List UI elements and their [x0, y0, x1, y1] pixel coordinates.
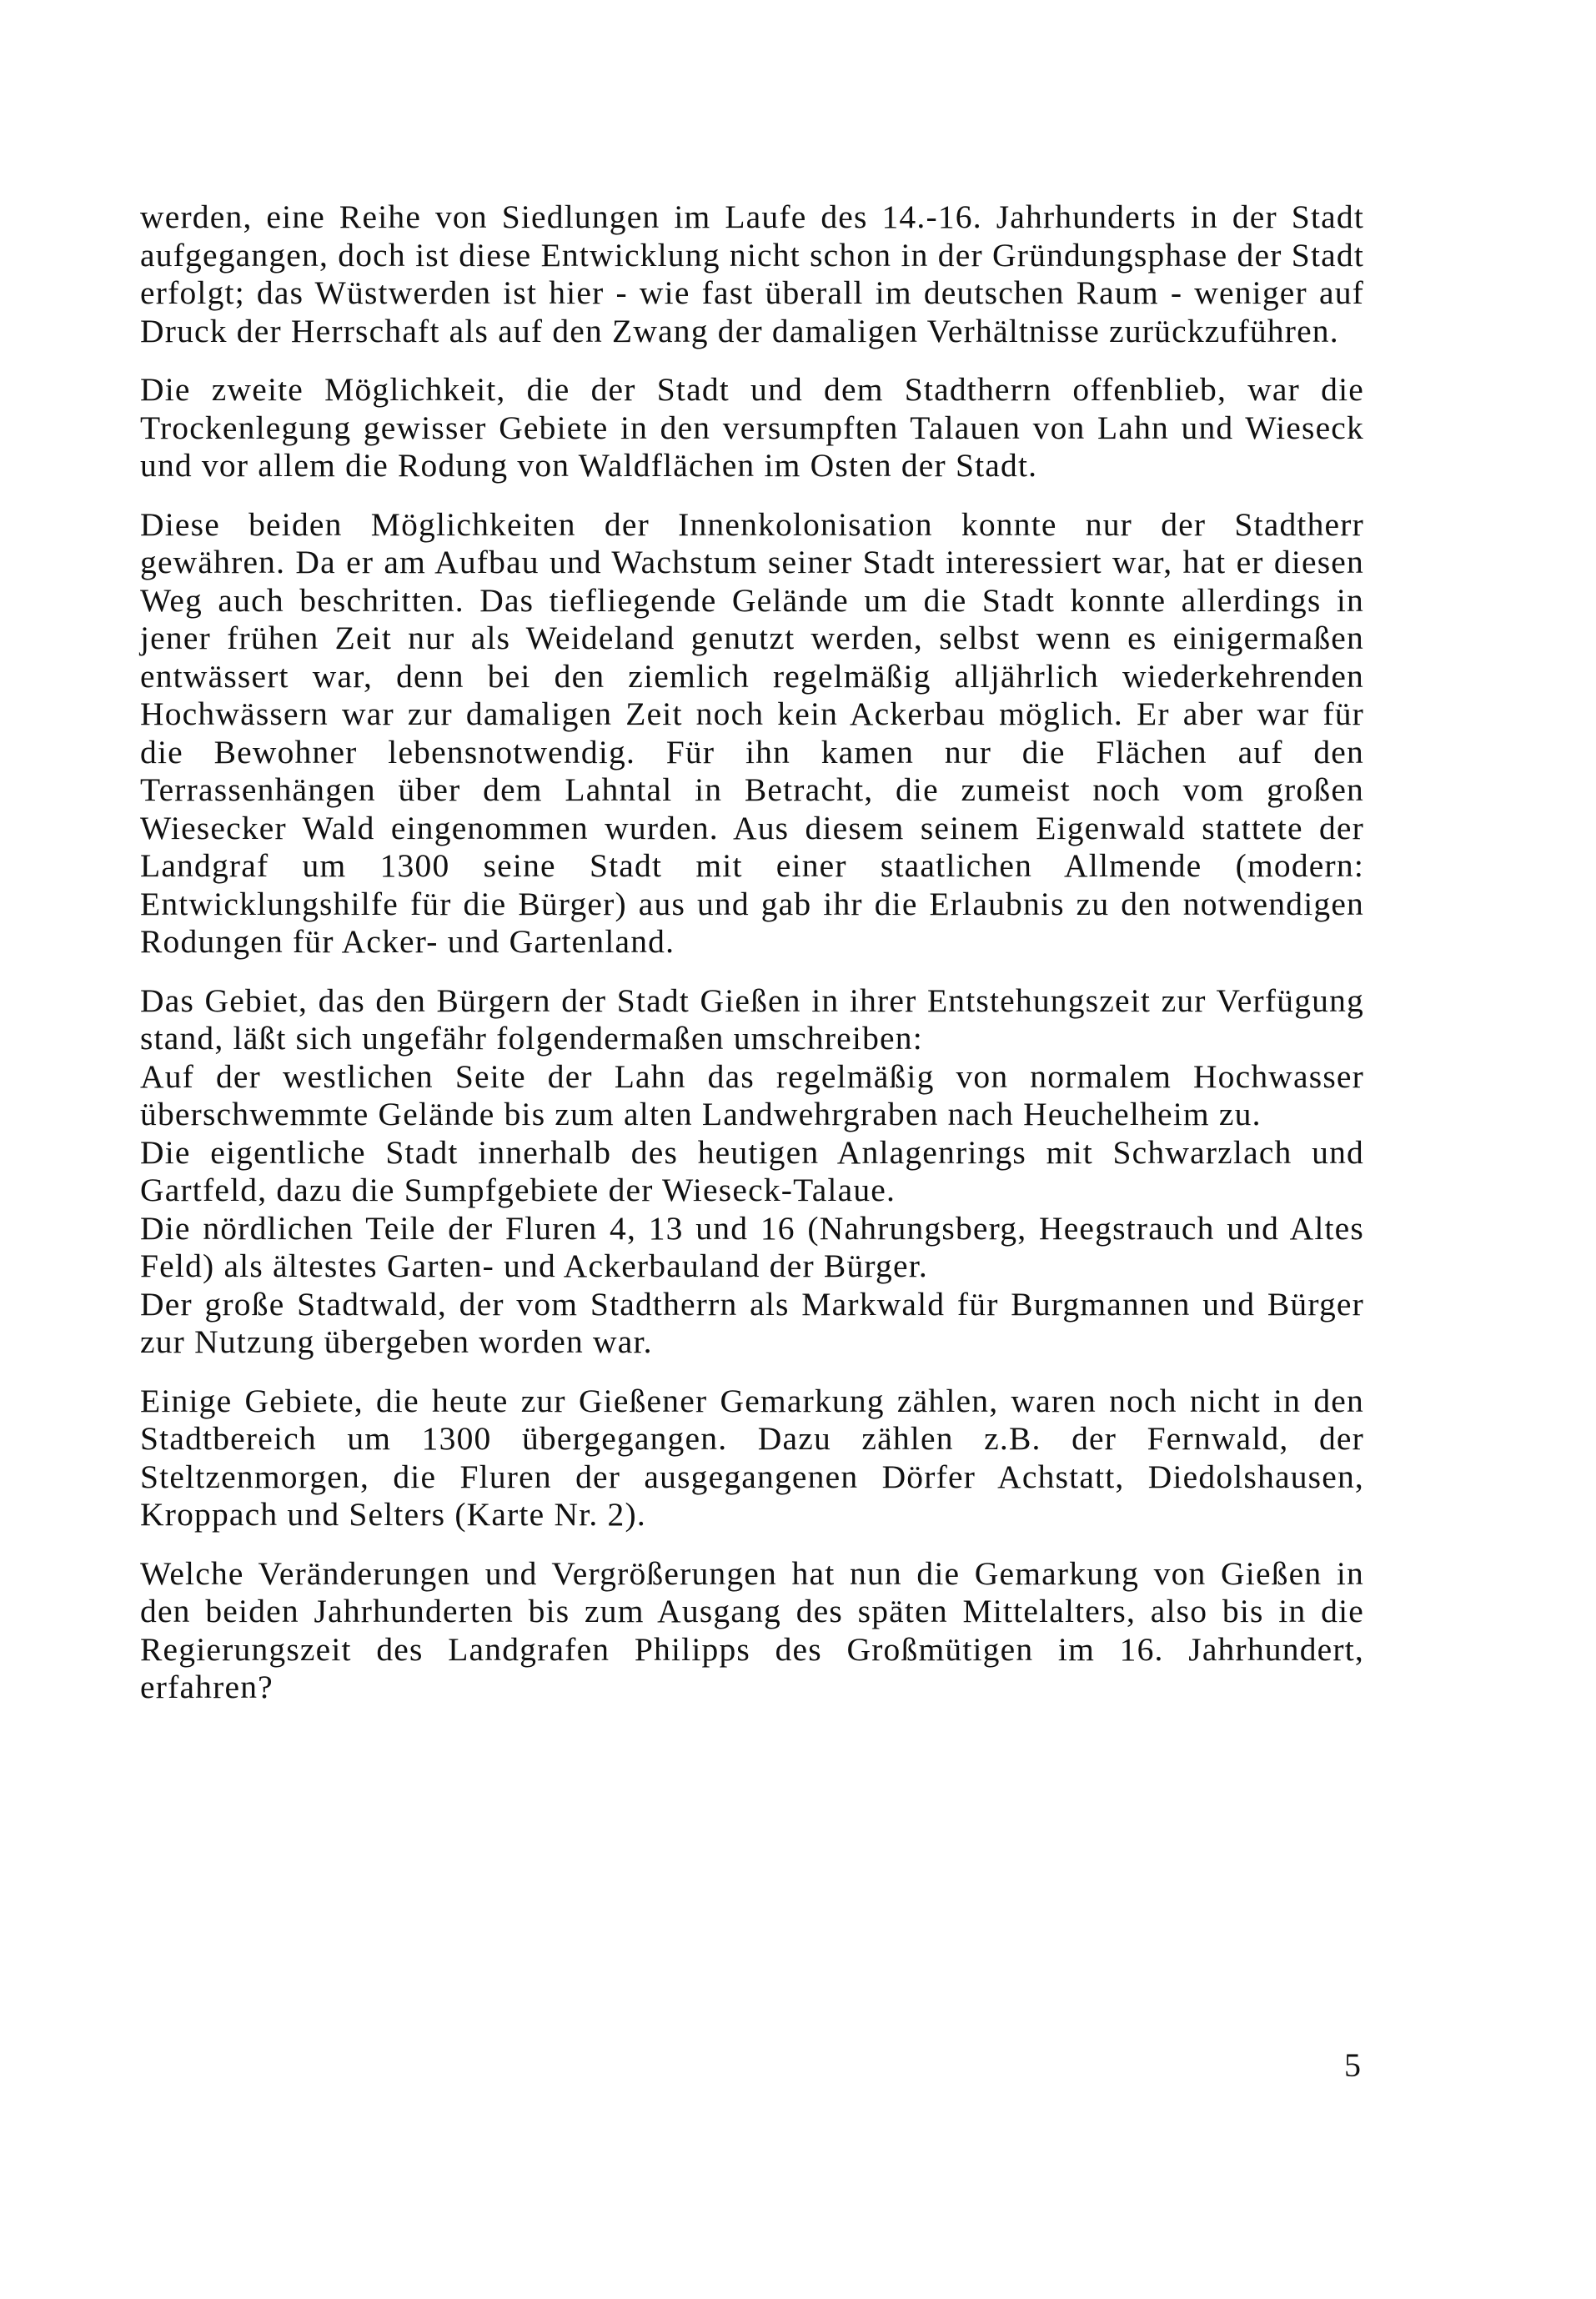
list-item-west-lahn: Auf der westlichen Seite der Lahn das regelmäßig von normalem Hochwasser überschwemmte Gelände bis zum alten Landwehrgraben nach Heuchelheim zu.: [140, 1057, 1364, 1132]
paragraph-3: Diese beiden Möglichkeiten der Innenkolonisation konnte nur der Stadtherr gewähren. Da er am Aufbau und Wachstum seiner Stadt interessiert war, hat er diesen Weg auch beschritten. Das tiefliegende Gelände um die Stadt konnte allerdings in jener frühen Zeit nur als Weideland genutzt werden, selbst wenn es einigermaßen entwässert war, denn bei den ziemlich regelmäßig alljährlich wiederkehrenden Hochwässern war zur damaligen Zeit noch kein Ackerbau möglich. Er aber war für die Bewohner lebensnotwendig. Für ihn kamen nur die Flächen auf den Terrassenhängen über dem Lahntal in Betracht, die zumeist noch vom großen Wiesecker Wald eingenommen wurden. Aus diesem seinem Eigenwald stattete der Landgraf um 1300 seine Stadt mit einer staatlichen Allmende (modern: Entwicklungshilfe für die Bürger) aus und gab ihr die Erlaubnis zu den notwendigen Rodungen für Acker- und Gartenland.: [140, 505, 1364, 960]
list-item-city-forest: Der große Stadtwald, der vom Stadtherrn als Markwald für Burgmannen und Bürger zur Nutzung übergeben worden war.: [140, 1285, 1364, 1360]
paragraph-4: Das Gebiet, das den Bürgern der Stadt Gießen in ihrer Entstehungszeit zur Verfügung stand, läßt sich ungefähr folgendermaßen umschreiben:: [140, 981, 1364, 1057]
paragraph-6: Welche Veränderungen und Vergrößerungen hat nun die Gemarkung von Gießen in den beiden Jahrhunderten bis zum Ausgang des späten Mittelalters, also bis in die Regierungszeit des Landgrafen Philipps des Großmütigen im 16. Jahrhundert, erfahren?: [140, 1554, 1364, 1705]
page-number: 5: [1344, 2046, 1361, 2084]
paragraph-2: Die zweite Möglichkeit, die der Stadt und dem Stadtherrn offenblieb, war die Trockenlegung gewisser Gebiete in den versumpften Talauen von Lahn und Wieseck und vor allem die Rodung von Waldflächen im Osten der Stadt.: [140, 371, 1364, 484]
body-text: [140, 198, 1364, 1728]
paragraph-1: werden, eine Reihe von Siedlungen im Laufe des 14.-16. Jahrhunderts in der Stadt aufgegangen, doch ist diese Entwicklung nicht schon in der Gründungsphase der Stadt erfolgt; das Wüstwerden ist hier - wie fast überall im deutschen Raum - weniger auf Druck der Herrschaft als auf den Zwang der damaligen Verhältnisse zurückzuführen.: [140, 198, 1364, 349]
list-item-northern-fields: Die nördlichen Teile der Fluren 4, 13 und 16 (Nahrungsberg, Heegstrauch und Altes Feld) als ältestes Garten- und Ackerbauland der Bürger.: [140, 1209, 1364, 1284]
list-item-inner-city: Die eigentliche Stadt innerhalb des heutigen Anlagenrings mit Schwarzlach und Gartfeld, dazu die Sumpfgebiete der Wieseck-Talaue.: [140, 1133, 1364, 1208]
paragraph-5: Einige Gebiete, die heute zur Gießener Gemarkung zählen, waren noch nicht in den Stadtbereich um 1300 übergegangen. Dazu zählen z.B. der Fernwald, der Steltzenmorgen, die Fluren der ausgegangenen Dörfer Achstatt, Diedolshausen, Kroppach und Selters (Karte Nr. 2).: [140, 1382, 1364, 1533]
